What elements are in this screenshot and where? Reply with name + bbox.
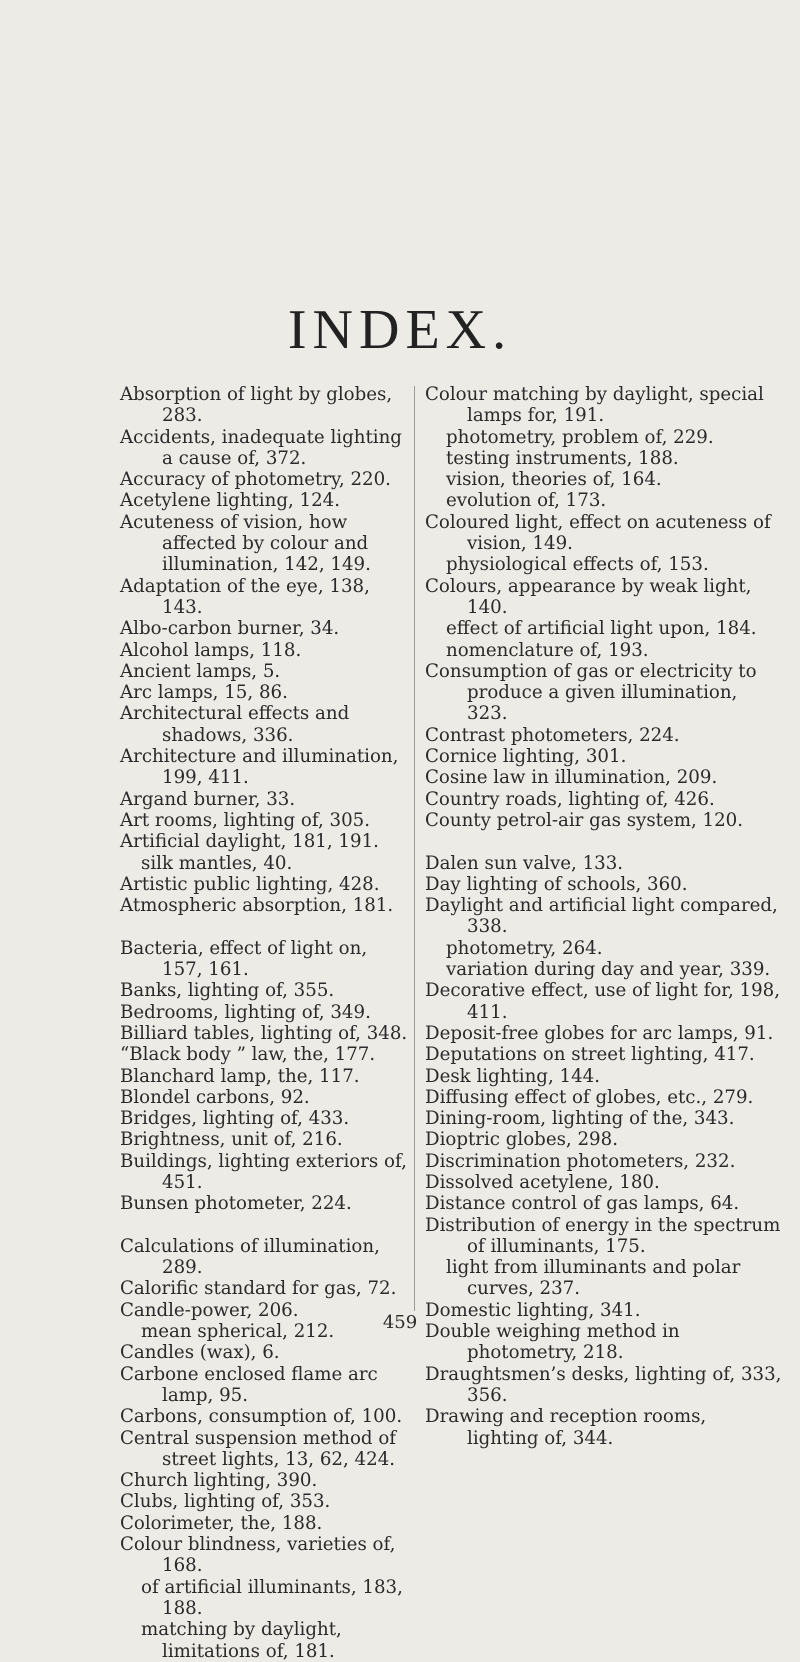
section-gap: [425, 831, 783, 852]
index-entry: Discrimination photometers, 232.: [425, 1150, 736, 1172]
column-divider: [414, 386, 415, 1311]
page-title: INDEX.: [287, 299, 513, 361]
index-entry: Clubs, lighting of, 353.: [120, 1491, 331, 1513]
index-entry: Calculations of illumination, 289.: [120, 1235, 380, 1279]
index-entry: Adaptation of the eye, 138, 143.: [120, 575, 370, 618]
index-subentry: mean spherical, 212.: [141, 1321, 335, 1343]
index-subentry: effect of artificial light upon, 184.: [446, 618, 757, 640]
index-entry: Absorption of light by globes, 283.: [120, 384, 393, 427]
index-entry: County petrol-air gas system, 120.: [425, 809, 744, 831]
index-entry: “Black body ” law, the, 177.: [120, 1044, 376, 1066]
index-entry: Alcohol lamps, 118.: [120, 639, 302, 661]
index-subentry: of artificial illuminants, 183, 188.: [141, 1576, 403, 1619]
index-entry: Dalen sun valve, 133.: [425, 852, 624, 874]
index-entry: Accuracy of photometry, 220.: [120, 469, 391, 491]
index-entry: Colours, appearance by weak light, 140.: [425, 575, 752, 618]
section-gap: [120, 1215, 408, 1236]
page-number: 459: [382, 1312, 418, 1333]
index-column-right: [425, 384, 783, 1449]
index-entry: Candle-power, 206.: [120, 1299, 299, 1321]
index-subentry: evolution of, 173.: [446, 490, 607, 512]
index-subentry: testing instruments, 188.: [446, 447, 679, 469]
index-entry: Albo-carbon burner, 34.: [120, 618, 340, 640]
index-entry: Country roads, lighting of, 426.: [425, 788, 715, 810]
index-entry: Colorimeter, the, 188.: [120, 1512, 323, 1534]
index-entry: Banks, lighting of, 355.: [120, 980, 335, 1002]
index-subentry: matching by daylight, limitations of, 181.: [141, 1619, 342, 1662]
index-entry: Cosine law in illumination, 209.: [425, 767, 718, 789]
index-entry: Buildings, lighting exteriors of, 451.: [120, 1150, 407, 1193]
index-entry: Bacteria, effect of light on, 157, 161.: [120, 937, 368, 981]
section-gap: [120, 916, 408, 937]
index-entry: Dissolved acetylene, 180.: [425, 1171, 660, 1193]
index-entry: Architecture and illumination, 199, 411.: [120, 746, 399, 789]
index-entry: Brightness, unit of, 216.: [120, 1129, 343, 1151]
index-entry: Calorific standard for gas, 72.: [120, 1278, 397, 1300]
index-entry: Coloured light, effect on acuteness of vision, 149.: [425, 511, 771, 555]
index-subentry: nomenclature of, 193.: [446, 639, 649, 661]
index-entry: Deposit-free globes for arc lamps, 91.: [425, 1022, 774, 1044]
index-entry: Decorative effect, use of light for, 198, 411.: [425, 980, 781, 1023]
index-entry: Diffusing effect of globes, etc., 279.: [425, 1086, 754, 1108]
index-entry: Art rooms, lighting of, 305.: [120, 809, 370, 831]
index-entry: Dioptric globes, 298.: [425, 1129, 618, 1151]
index-entry: Church lighting, 390.: [120, 1470, 318, 1492]
index-entry: Daylight and artificial light compared, 338.: [425, 895, 778, 938]
index-entry: Candles (wax), 6.: [120, 1342, 280, 1364]
index-entry: Acuteness of vision, how affected by colour and illumination, 142, 149.: [120, 511, 371, 576]
index-entry: Colour matching by daylight, special lamps for, 191.: [425, 384, 764, 427]
index-subentry: photometry, problem of, 229.: [446, 426, 714, 448]
index-entry: Bridges, lighting of, 433.: [120, 1108, 350, 1130]
index-subentry: vision, theories of, 164.: [446, 469, 662, 491]
index-entry: Colour blindness, varieties of, 168.: [120, 1534, 396, 1577]
index-entry: Day lighting of schools, 360.: [425, 873, 688, 895]
index-entry: Blondel carbons, 92.: [120, 1086, 310, 1108]
index-entry: Dining-room, lighting of the, 343.: [425, 1108, 735, 1130]
index-entry: Carbons, consumption of, 100.: [120, 1406, 403, 1428]
index-subentry: light from illuminants and polar curves, 237.: [446, 1257, 741, 1300]
index-entry: Artistic public lighting, 428.: [120, 873, 380, 895]
index-entry: Desk lighting, 144.: [425, 1065, 601, 1087]
index-entry: Distribution of energy in the spectrum of illuminants, 175.: [425, 1214, 781, 1257]
index-entry: Draughtsmen’s desks, lighting of, 333, 356.: [425, 1363, 782, 1406]
index-entry: Blanchard lamp, the, 117.: [120, 1065, 360, 1087]
index-entry: Distance control of gas lamps, 64.: [425, 1193, 740, 1215]
index-entry: Double weighing method in photometry, 218.: [425, 1321, 680, 1364]
index-entry: Consumption of gas or electricity to produce a given illumination, 323.: [425, 660, 757, 725]
index-entry: Arc lamps, 15, 86.: [120, 682, 288, 704]
index-subentry: photometry, 264.: [446, 937, 603, 959]
index-subentry: physiological effects of, 153.: [446, 554, 709, 576]
index-entry: Central suspension method of street lights, 13, 62, 424.: [120, 1427, 397, 1470]
index-subentry: silk mantles, 40.: [141, 852, 293, 874]
index-entry: Cornice lighting, 301.: [425, 746, 627, 768]
index-entry: Deputations on street lighting, 417.: [425, 1044, 755, 1066]
index-column-left: [120, 384, 408, 1662]
index-entry: Acetylene lighting, 124.: [120, 490, 341, 512]
index-entry: Domestic lighting, 341.: [425, 1299, 641, 1321]
index-entry: Ancient lamps, 5.: [120, 660, 281, 682]
index-entry: Billiard tables, lighting of, 348.: [120, 1022, 408, 1044]
index-entry: Contrast photometers, 224.: [425, 724, 680, 746]
index-entry: Carbone enclosed flame arc lamp, 95.: [120, 1363, 378, 1406]
index-entry: Drawing and reception rooms, lighting of, 344.: [425, 1406, 707, 1449]
index-subentry: variation during day and year, 339.: [446, 959, 771, 981]
index-entry: Accidents, inadequate lighting a cause of, 372.: [120, 426, 402, 469]
index-entry: Atmospheric absorption, 181.: [120, 895, 394, 917]
index-entry: Argand burner, 33.: [120, 788, 296, 810]
index-entry: Architectural effects and shadows, 336.: [120, 703, 350, 746]
index-entry: Artificial daylight, 181, 191.: [120, 831, 379, 853]
index-entry: Bedrooms, lighting of, 349.: [120, 1001, 371, 1023]
index-entry: Bunsen photometer, 224.: [120, 1193, 352, 1215]
